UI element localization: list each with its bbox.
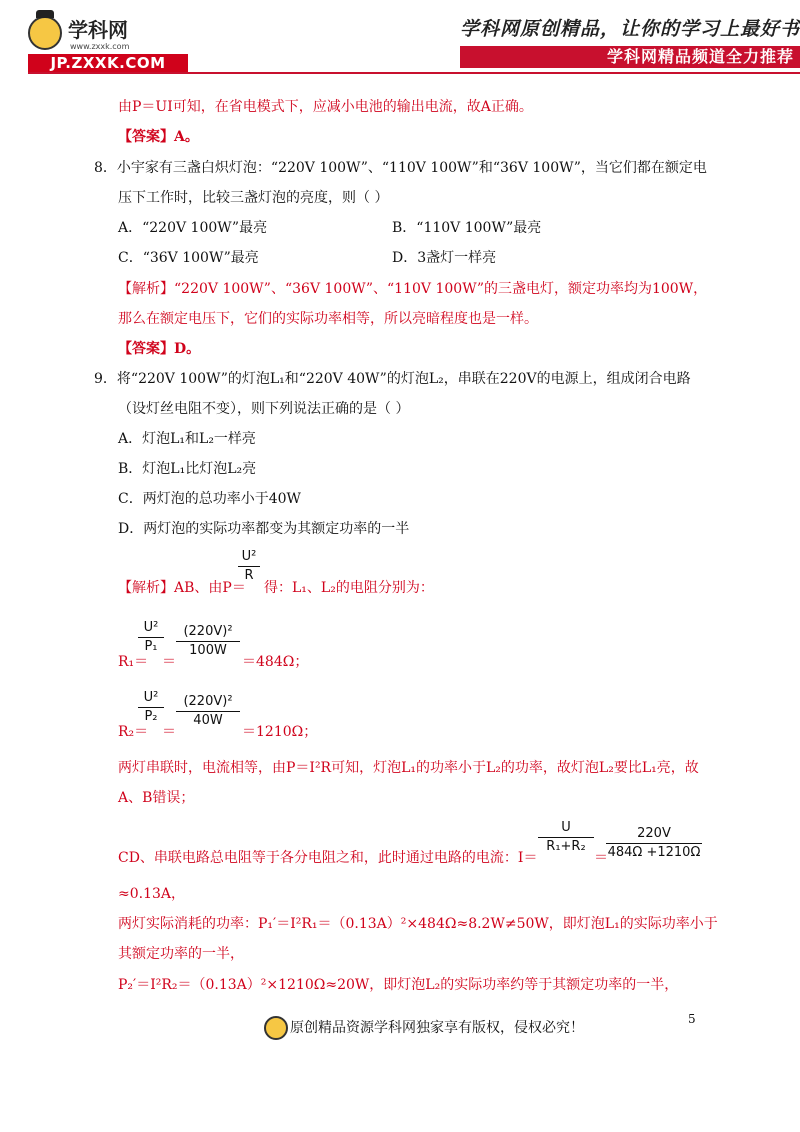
- q9-analysis-suffix: 得：L₁、L₂的电阻分别为：: [264, 580, 434, 596]
- q8-stem-2: 压下工作时，比较三盏灯泡的亮度，则（ ）: [118, 190, 389, 206]
- fraction-denominator: R₁+R₂: [546, 839, 586, 854]
- q8-analysis-2: 那么在额定电压下，它们的实际功率相等，所以亮暗程度也是一样。: [118, 311, 538, 327]
- series-analysis-1: 两灯串联时，电流相等，由P＝I²R可知，灯泡L₁的功率小于L₂的功率，故灯泡L₂要比L₁亮，故: [118, 760, 699, 776]
- q8-stem-1: 8．小宇家有三盏白炽灯泡：“220V 100W”、“110V 100W”和“36V 100W”，当它们都在额定电: [94, 160, 707, 176]
- cd-analysis-prefix: CD、串联电路总电阻等于各分电阻之和，此时通过电路的电流：I＝: [118, 850, 538, 866]
- current-fraction-2: [606, 826, 702, 861]
- fraction-denominator: P₁: [144, 639, 158, 654]
- logo-banner: JP.ZXXK.COM: [28, 54, 188, 72]
- logo: [28, 12, 218, 72]
- r1-fraction-1: [138, 620, 164, 655]
- header-slogan: 学科网原创精品，让你的学习上最好书: [459, 18, 800, 40]
- fraction-bar: [606, 843, 702, 844]
- fraction-numerator: U: [561, 820, 571, 835]
- r2-fraction-1: [138, 690, 164, 725]
- fraction-denominator: 484Ω +1210Ω: [607, 845, 701, 860]
- fraction-bar: [238, 566, 260, 567]
- power-line-3: P₂′＝I²R₂＝（0.13A）²×1210Ω≈20W，即灯泡L₂的实际功率约等于其额定功率的一半，: [118, 977, 679, 993]
- fraction-numerator: U²: [143, 690, 159, 705]
- fraction-bar: [538, 837, 594, 838]
- q8-answer: 【答案】D。: [118, 341, 201, 357]
- q9-stem-2: （设灯丝电阻不变），则下列说法正确的是（ ）: [118, 401, 410, 417]
- fraction-numerator: U²: [143, 620, 159, 635]
- page-number: 5: [688, 1012, 696, 1026]
- q9-option-c: C．两灯泡的总功率小于40W: [118, 491, 301, 507]
- fraction-denominator: P₂: [144, 709, 158, 724]
- q9-analysis-prefix: 【解析】AB、由P＝: [118, 580, 246, 596]
- mascot-icon: [264, 1016, 288, 1040]
- fraction-numerator: (220V)²: [183, 624, 233, 639]
- header-divider: [28, 72, 800, 74]
- q8-option-c: C．“36V 100W”最亮: [118, 250, 259, 266]
- series-analysis-2: A、B错误；: [118, 790, 195, 806]
- fraction-bar: [138, 637, 164, 638]
- power-formula-fraction: [238, 549, 260, 584]
- q8-analysis-1: 【解析】“220V 100W”、“36V 100W”、“110V 100W”的三盏电灯，额定功率均为100W，: [118, 281, 708, 297]
- fraction-denominator: 100W: [189, 643, 227, 658]
- r1-result: ＝484Ω；: [242, 654, 309, 670]
- q8-option-a: A．“220V 100W”最亮: [118, 220, 268, 236]
- logo-url: www.zxxk.com: [70, 42, 130, 51]
- q9-option-d: D．两灯泡的实际功率都变为其额定功率的一半: [118, 521, 410, 537]
- cd-approx: ≈0.13A，: [118, 886, 186, 902]
- power-line-2: 其额定功率的一半，: [118, 946, 244, 962]
- fraction-denominator: R: [244, 568, 254, 583]
- r1-fraction-2: [176, 624, 240, 659]
- footer-copyright: 原创精品资源学科网独家享有版权，侵权必究！: [290, 1020, 584, 1036]
- r2-fraction-2: [176, 694, 240, 729]
- header-banner-text: 学科网精品频道全力推荐: [606, 47, 794, 66]
- fraction-bar: [138, 707, 164, 708]
- cd-equals: ＝: [594, 850, 608, 866]
- prev-analysis-line: 由P＝UI可知，在省电模式下，应减小电池的输出电流，故A正确。: [118, 99, 533, 115]
- r1-label: R₁＝: [118, 654, 149, 670]
- fraction-bar: [176, 711, 240, 712]
- current-fraction-1: [538, 820, 594, 855]
- r2-equals: ＝: [162, 724, 176, 740]
- power-line-1: 两灯实际消耗的功率：P₁′＝I²R₁＝（0.13A）²×484Ω≈8.2W≠50W，即灯泡L₁的实际功率小于: [118, 916, 718, 932]
- q9-stem-1: 9．将“220V 100W”的灯泡L₁和“220V 40W”的灯泡L₂，串联在220V的电源上，组成闭合电路: [94, 371, 691, 387]
- q8-option-b: B．“110V 100W”最亮: [392, 220, 542, 236]
- logo-name: 学科网: [68, 18, 128, 42]
- fraction-numerator: 220V: [637, 826, 671, 841]
- r2-label: R₂＝: [118, 724, 149, 740]
- fraction-numerator: (220V)²: [183, 694, 233, 709]
- q8-option-d: D．3盏灯一样亮: [392, 250, 497, 266]
- q9-option-b: B．灯泡L₁比灯泡L₂亮: [118, 461, 257, 477]
- r1-equals: ＝: [162, 654, 176, 670]
- r2-result: ＝1210Ω；: [242, 724, 318, 740]
- q9-option-a: A．灯泡L₁和L₂一样亮: [118, 431, 256, 447]
- fraction-bar: [176, 641, 240, 642]
- fraction-denominator: 40W: [193, 713, 223, 728]
- prev-answer: 【答案】A。: [118, 129, 199, 145]
- fraction-numerator: U²: [241, 549, 257, 564]
- mascot-icon: [28, 16, 62, 50]
